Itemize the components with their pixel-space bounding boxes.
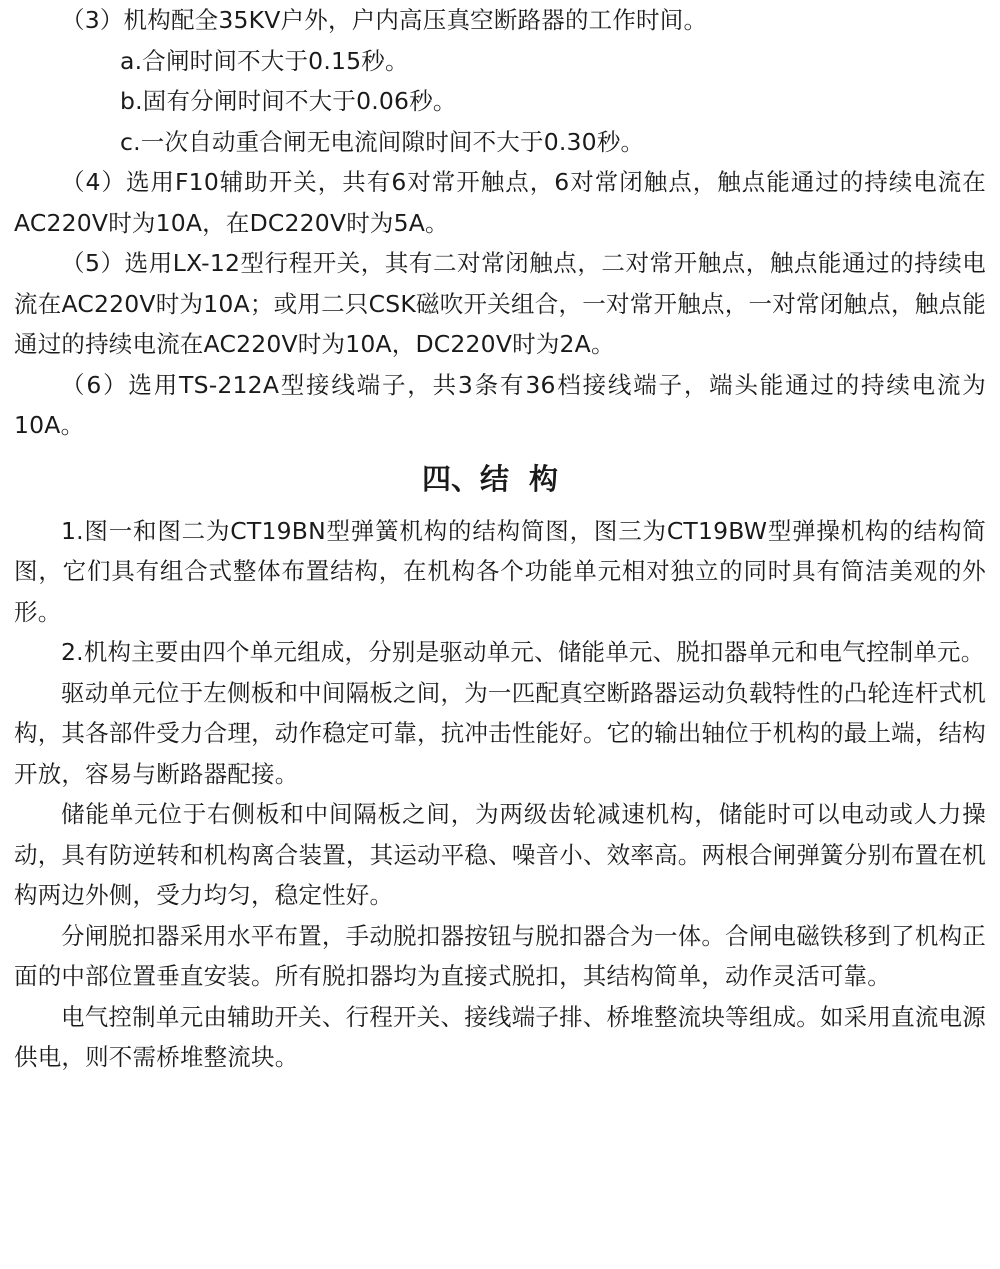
- document-page: [14, 0, 986, 1269]
- structure-paragraph-2: 2.机构主要由四个单元组成，分别是驱动单元、储能单元、脱扣器单元和电气控制单元。: [61, 638, 985, 666]
- section-number: 四、: [421, 461, 480, 496]
- drive-unit-paragraph: 驱动单元位于左侧板和中间隔板之间，为一匹配真空断路器运动负载特性的凸轮连杆式机构，其各部件受力合理，动作稳定可靠，抗冲击性能好。它的输出轴位于机构的最上端，结构开放，容易与断路器配接。: [14, 678, 986, 788]
- energy-storage-paragraph: 储能单元位于右侧板和中间隔板之间，为两级齿轮减速机构，储能时可以电动或人力操动，具有防逆转和机构离合装置，其运动平稳、噪音小、效率高。两根合闸弹簧分别布置在机构两边外侧，受力均匀，稳定性好。: [14, 800, 986, 909]
- structure-paragraph-1: 1.图一和图二为CT19BN型弹簧机构的结构简图，图三为CT19BW型弹操机构的结构简图，它们具有组合式整体布置结构，在机构各个功能单元相对独立的同时具有简洁美观的外形。: [14, 516, 986, 626]
- electrical-control-paragraph: 电气控制单元由辅助开关、行程开关、接线端子排、桥堆整流块等组成。如采用直流电源供电，则不需桥堆整流块。: [14, 1002, 986, 1071]
- trip-unit-paragraph: 分闸脱扣器采用水平布置，手动脱扣器按钮与脱扣器合为一体。合闸电磁铁移到了机构正面的中部位置垂直安装。所有脱扣器均为直接式脱扣，其结构简单，动作灵活可靠。: [14, 921, 986, 990]
- spec-item-5: （5）选用LX-12型行程开关，其有二对常闭触点，二对常开触点，触点能通过的持续电流在AC220V时为10A；或用二只CSK磁吹开关组合，一对常开触点，一对常闭触点，触点能通过的持续电流在AC220V时为10A，DC220V时为2A。: [14, 249, 986, 358]
- reclosing-interval-item: c.一次自动重合闸无电流间隙时间不大于0.30秒。: [120, 127, 645, 156]
- section-title: 结构: [480, 461, 579, 496]
- opening-time-item: b.固有分闸时间不大于0.06秒。: [120, 87, 457, 115]
- spec-item-6: （6）选用TS-212A型接线端子，共3条有36档接线端子，端头能通过的持续电流为10A。: [14, 370, 986, 439]
- spec-item-4: （4）选用F10辅助开关，共有6对常开触点，6对常闭触点，触点能通过的持续电流在AC220V时为10A，在DC220V时为5A。: [14, 168, 986, 237]
- closing-time-item: a.合闸时间不大于0.15秒。: [120, 46, 409, 75]
- spec-item-3: （3）机构配全35KV户外，户内高压真空断路器的工作时间。: [61, 6, 708, 34]
- section-heading: [14, 459, 986, 499]
